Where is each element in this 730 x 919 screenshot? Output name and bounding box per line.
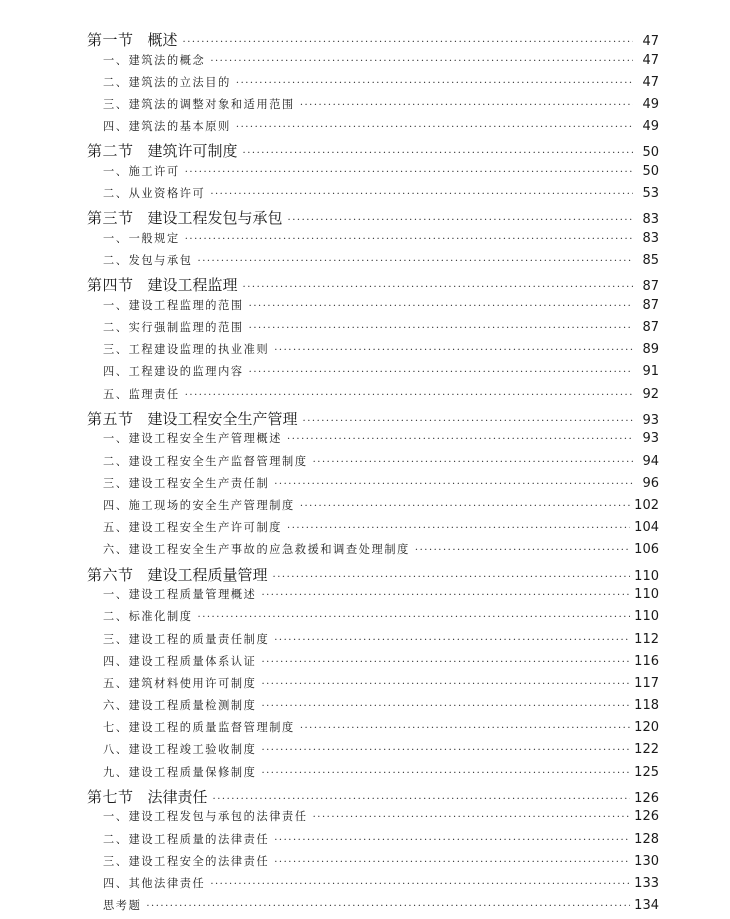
dot-leader [274, 857, 630, 868]
dot-leader [288, 215, 633, 226]
dot-leader [210, 879, 630, 890]
dot-leader [415, 545, 630, 556]
page-number: 120 [634, 720, 659, 736]
toc-item-row[interactable] [87, 430, 659, 452]
page-number: 91 [642, 364, 659, 380]
toc-item-row[interactable] [87, 697, 659, 719]
page-number: 122 [634, 742, 659, 758]
item-title: 一、建筑法的概念 [103, 53, 206, 67]
dot-leader [274, 835, 630, 846]
toc-item-row[interactable] [87, 764, 659, 786]
toc-section-row[interactable] [87, 29, 659, 52]
item-title: 三、建设工程的质量责任制度 [103, 632, 270, 646]
page-number: 47 [642, 52, 659, 68]
item-title: 三、工程建设监理的执业准则 [103, 343, 270, 357]
section-number: 第六节 [87, 565, 134, 584]
dot-leader [274, 345, 633, 356]
page-number: 110 [634, 587, 659, 603]
page-number: 49 [642, 96, 659, 112]
toc-item-row[interactable] [87, 319, 659, 341]
page-number: 133 [634, 875, 659, 891]
section-title: 建设工程安全生产管理 [147, 409, 298, 428]
item-title: 二、从业资格许可 [103, 187, 206, 201]
section-number: 第二节 [87, 142, 134, 161]
toc-item-row[interactable] [87, 341, 659, 363]
dot-leader [261, 768, 630, 779]
page-number: 126 [634, 809, 659, 825]
page-number: 125 [634, 764, 659, 780]
page-number: 116 [634, 653, 659, 669]
page-number: 92 [642, 386, 659, 402]
section-number: 第一节 [87, 31, 134, 49]
item-title: 五、建设工程安全生产许可制度 [103, 521, 283, 535]
toc-item-row[interactable] [87, 163, 659, 185]
section-title: 建设工程质量管理 [147, 565, 268, 584]
dot-leader [249, 367, 633, 378]
section-number: 第三节 [87, 209, 134, 228]
dot-leader [313, 812, 631, 823]
section-number: 第五节 [87, 409, 134, 428]
toc-item-row[interactable] [87, 363, 659, 385]
page-number: 104 [634, 520, 659, 536]
item-title: 四、施工现场的安全生产管理制度 [103, 498, 295, 512]
dot-leader [261, 679, 630, 690]
toc-item-row[interactable] [87, 497, 659, 519]
dot-leader [183, 37, 633, 48]
item-title: 三、建设工程安全生产责任制 [103, 476, 270, 490]
dot-leader [313, 457, 633, 468]
toc-item-row[interactable] [87, 608, 659, 630]
toc-item-row[interactable] [87, 52, 659, 74]
item-title: 三、建设工程安全的法律责任 [103, 854, 270, 868]
item-title: 一、建设工程发包与承包的法律责任 [103, 810, 308, 824]
page-number: 85 [642, 253, 659, 269]
item-title: 一、建设工程安全生产管理概述 [103, 432, 283, 446]
page-number: 49 [642, 119, 659, 135]
dot-leader [287, 434, 633, 445]
item-title: 二、实行强制监理的范围 [103, 321, 244, 335]
item-title: 一、建设工程质量管理概述 [103, 588, 257, 602]
item-title: 四、其他法律责任 [103, 876, 206, 890]
toc-item-row[interactable] [87, 230, 659, 252]
toc-item-row[interactable] [87, 252, 659, 274]
page-number: 130 [634, 853, 659, 869]
dot-leader [185, 234, 633, 245]
toc-section-row[interactable] [87, 564, 659, 587]
item-title: 三、建筑法的调整对象和适用范围 [103, 97, 295, 111]
item-title: 六、建设工程质量检测制度 [103, 699, 257, 713]
dot-leader [185, 390, 633, 401]
section-title: 建筑许可制度 [147, 142, 238, 161]
dot-leader [198, 612, 631, 623]
toc-item-row[interactable] [87, 875, 659, 897]
page-number: 126 [634, 790, 659, 806]
toc-item-row[interactable] [87, 96, 659, 118]
dot-leader [300, 501, 630, 512]
page-number: 102 [634, 497, 659, 513]
page-number: 87 [642, 297, 659, 313]
page-number: 83 [642, 212, 659, 228]
toc-item-row[interactable] [87, 741, 659, 763]
dot-leader [300, 723, 630, 734]
toc-section-row[interactable] [87, 274, 659, 297]
page-number: 93 [642, 412, 659, 428]
item-title: 二、建设工程质量的法律责任 [103, 832, 270, 846]
dot-leader [274, 635, 630, 646]
dot-leader [243, 282, 633, 293]
dot-leader [261, 745, 630, 756]
item-title: 四、工程建设的监理内容 [103, 365, 244, 379]
toc-item-row[interactable] [87, 719, 659, 741]
dot-leader [185, 167, 633, 178]
section-title: 法律责任 [147, 787, 208, 806]
page-number: 47 [642, 74, 659, 90]
toc-item-row[interactable] [87, 631, 659, 653]
toc-section-row[interactable] [87, 207, 659, 230]
toc-item-row[interactable] [87, 74, 659, 96]
toc-item-row[interactable] [87, 386, 659, 408]
page-number: 134 [634, 898, 659, 914]
item-title: 二、标准化制度 [103, 610, 193, 624]
toc-item-row[interactable] [87, 185, 659, 207]
toc-item-row[interactable] [87, 808, 659, 830]
toc-item-row[interactable] [87, 541, 659, 563]
dot-leader [198, 256, 633, 267]
page-number: 118 [634, 698, 659, 714]
toc-item-row[interactable] [87, 586, 659, 608]
dot-leader [243, 148, 633, 159]
toc-item-row[interactable] [87, 653, 659, 675]
section-title: 概述 [147, 31, 178, 49]
page-number: 110 [634, 609, 659, 625]
page-number: 87 [642, 279, 659, 295]
page-number: 106 [634, 542, 659, 558]
toc-item-row[interactable] [87, 831, 659, 853]
item-title: 一、一般规定 [103, 231, 180, 245]
dot-leader [273, 572, 631, 583]
table-of-contents [0, 29, 730, 919]
section-title: 建设工程发包与承包 [147, 209, 283, 228]
toc-section-row[interactable] [87, 408, 659, 431]
toc-item-row[interactable] [87, 675, 659, 697]
toc-item-row[interactable] [87, 453, 659, 475]
toc-item-row[interactable] [87, 853, 659, 875]
item-title: 四、建筑法的基本原则 [103, 120, 231, 134]
item-title: 思考题 [103, 899, 142, 913]
dot-leader [249, 323, 633, 334]
item-title: 二、发包与承包 [103, 254, 193, 268]
dot-leader [261, 657, 630, 668]
section-number: 第四节 [87, 276, 134, 295]
dot-leader [274, 479, 633, 490]
page-number: 112 [634, 631, 659, 647]
page-number: 110 [634, 568, 659, 584]
dot-leader [249, 301, 633, 312]
page-number: 47 [642, 34, 659, 49]
dot-leader [210, 56, 633, 67]
dot-leader [146, 901, 630, 912]
item-title: 四、建设工程质量体系认证 [103, 654, 257, 668]
page-number: 50 [642, 163, 659, 179]
item-title: 二、建设工程安全生产监督管理制度 [103, 454, 308, 468]
dot-leader [261, 701, 630, 712]
item-title: 七、建设工程的质量监督管理制度 [103, 721, 295, 735]
dot-leader [236, 122, 633, 133]
item-title: 六、建设工程安全生产事故的应急救援和调查处理制度 [103, 543, 410, 557]
dot-leader [287, 523, 630, 534]
section-number: 第七节 [87, 787, 134, 806]
page-number: 117 [634, 675, 659, 691]
item-title: 五、监理责任 [103, 387, 180, 401]
item-title: 五、建筑材料使用许可制度 [103, 676, 257, 690]
page-number: 89 [642, 342, 659, 358]
dot-leader [213, 794, 631, 805]
page-number: 94 [642, 453, 659, 469]
dot-leader [300, 100, 633, 111]
dot-leader [210, 189, 633, 200]
toc-section-row[interactable] [87, 786, 659, 809]
item-title: 一、施工许可 [103, 164, 180, 178]
dot-leader [236, 78, 633, 89]
toc-section-row[interactable] [87, 140, 659, 163]
page-number: 128 [634, 831, 659, 847]
page-number: 53 [642, 186, 659, 202]
toc-item-row[interactable] [87, 297, 659, 319]
page-number: 96 [642, 475, 659, 491]
toc-item-row[interactable] [87, 118, 659, 140]
item-title: 二、建筑法的立法目的 [103, 75, 231, 89]
page-number: 50 [642, 145, 659, 161]
item-title: 八、建设工程竣工验收制度 [103, 743, 257, 757]
dot-leader [261, 590, 630, 601]
page-number: 93 [642, 431, 659, 447]
toc-item-row[interactable] [87, 897, 659, 919]
item-title: 九、建设工程质量保修制度 [103, 765, 257, 779]
toc-item-row[interactable] [87, 519, 659, 541]
item-title: 一、建设工程监理的范围 [103, 298, 244, 312]
dot-leader [303, 416, 633, 427]
toc-item-row[interactable] [87, 475, 659, 497]
section-title: 建设工程监理 [147, 276, 238, 295]
page-number: 83 [642, 230, 659, 246]
page-number: 87 [642, 320, 659, 336]
